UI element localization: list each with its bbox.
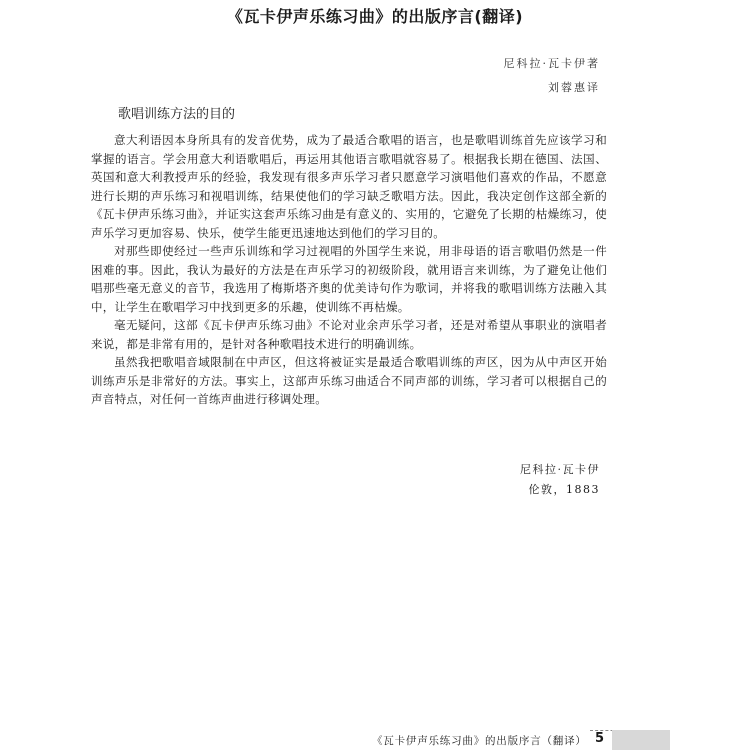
body-text <box>91 131 607 409</box>
footer-page-tab <box>612 730 670 750</box>
paragraph-4: 虽然我把歌唱音域限制在中声区，但这将被证实是最适合歌唱训练的声区，因为从中声区开始训练声乐是非常好的方法。事实上，这部声乐练习曲适合不同声部的训练，学习者可以根据自己的声音特点，对任何一首练声曲进行移调处理。 <box>91 355 607 406</box>
footer-running-title: 《瓦卡伊声乐练习曲》的出版序言（翻译） <box>372 735 587 747</box>
paragraph-2: 对那些即使经过一些声乐训练和学习过视唱的外国学生来说，用非母语的语言歌唱仍然是一件困难的事。因此，我认为最好的方法是在声乐学习的初级阶段，就用语言来训练，为了避免让他们唱那些毫无意义的音节，我选用了梅斯塔齐奥的优美诗句作为歌词，并将我的歌唱训练方法融入其中，让学生在歌唱学习中找到更多的乐趣，使训练不再枯燥。 <box>91 244 607 314</box>
translator-byline: 刘蓉惠译 <box>548 81 600 94</box>
page-number: 5 <box>595 731 605 746</box>
signature-place-date: 伦敦，1883 <box>528 483 600 496</box>
paragraph-3: 毫无疑问，这部《瓦卡伊声乐练习曲》不论对业余声乐学习者，还是对希望从事职业的演唱者来说，都是非常有用的，是针对各种歌唱技术进行的明确训练。 <box>91 318 607 351</box>
author-byline: 尼科拉·瓦卡伊著 <box>503 57 600 70</box>
signature-name: 尼科拉·瓦卡伊 <box>520 463 600 476</box>
paragraph-1: 意大利语因本身所具有的发音优势，成为了最适合歌唱的语言，也是歌唱训练首先应该学习和掌握的语言。学会用意大利语歌唱后，再运用其他语言歌唱就容易了。根据我长期在德国、法国、英国和意大利教授声乐的经验，我发现有很多声乐学习者只愿意学习演唱他们喜欢的作品，不愿意进行长期的声乐练习和视唱训练，结果使他们的学习缺乏歌唱方法。因此，我决定创作这部全新的《瓦卡伊声乐练习曲》，并证实这套声乐练习曲是有意义的、实用的，它避免了长期的枯燥练习，使声乐学习更加容易、快乐，使学生能更迅速地达到他们的学习目的。 <box>91 133 607 240</box>
page-title: 《瓦卡伊声乐练习曲》的出版序言(翻译) <box>226 7 524 26</box>
section-heading: 歌唱训练方法的目的 <box>118 107 236 122</box>
